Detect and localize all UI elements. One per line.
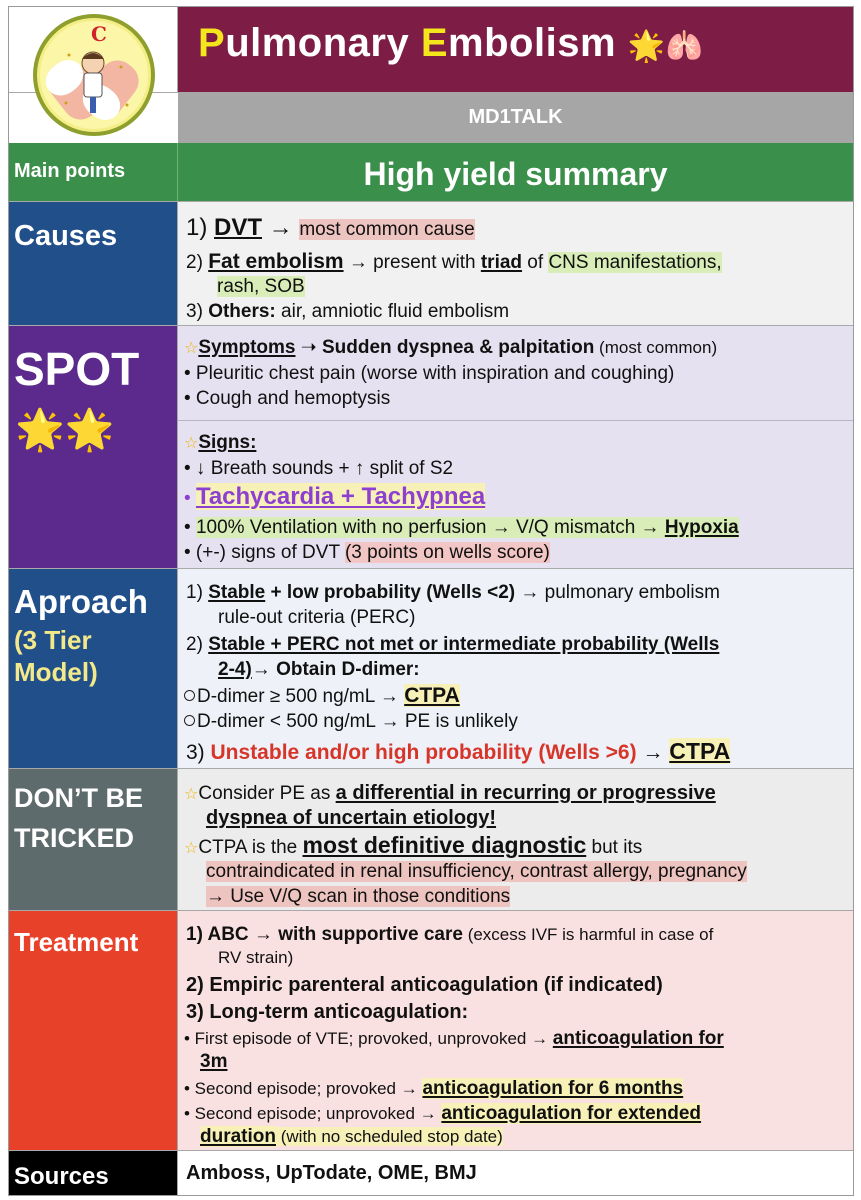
svg-text:C: C <box>91 22 107 46</box>
sources-content <box>178 1151 853 1196</box>
treatment-first-episode: • First episode of VTE; provoked, unprovoked → anticoagulation for <box>184 1028 724 1049</box>
column-header-left <box>9 143 178 201</box>
star-icon: ☆ <box>184 840 199 857</box>
tricked-content <box>178 769 853 910</box>
approach-sublabel-2: Model) <box>14 657 98 687</box>
treatment-second-provoked: • Second episode; provoked → anticoagulation for 6 months <box>184 1078 684 1099</box>
main-points-heading: Main points <box>14 160 126 182</box>
treatment-3: 3) Long-term anticoagulation: <box>186 1001 469 1023</box>
title-banner <box>178 7 853 92</box>
tricked-2: ☆CTPA is the most definitive diagnostic but its <box>184 833 642 861</box>
tricked-1-cont: dyspnea of uncertain etiology! <box>206 807 497 829</box>
summary-heading: High yield summary <box>363 156 668 192</box>
approach-label: Aproach <box>14 583 148 620</box>
star-icon: 🌟🌟 <box>15 408 115 452</box>
symptom-cough: • Cough and hemoptysis <box>184 388 391 409</box>
treatment-second-unprovoked-cont: duration (with no scheduled stop date) <box>200 1126 503 1147</box>
treatment-first-episode-cont: 3m <box>200 1051 228 1072</box>
title-emoji: 🌟🫁 <box>627 30 704 63</box>
treatment-second-unprovoked: • Second episode; unprovoked → anticoagulation for extended <box>184 1103 702 1124</box>
tier-2: 2) Stable + PERC not met or intermediate probability (Wells <box>186 634 720 655</box>
cause-2: 2) Fat embolism → present with triad of CNS manifestations, <box>186 250 722 273</box>
causes-row <box>9 202 853 326</box>
subtitle-banner <box>178 93 853 143</box>
cause-2-cont: rash, SOB <box>217 276 305 297</box>
circle-bullet-icon <box>184 715 195 726</box>
symptoms-line: ☆Symptoms ➝ Sudden dyspnea & palpitation (most common) <box>184 336 717 361</box>
summary-sheet <box>8 6 854 1196</box>
treatment-row <box>9 911 853 1151</box>
spot-label: SPOT <box>14 343 140 395</box>
causes-content <box>178 202 853 325</box>
ddimer-high: D-dimer ≥ 500 ng/mL → CTPA <box>184 684 460 709</box>
tier-1: 1) Stable + low probability (Wells <2) → pulmonary embolism <box>186 582 720 603</box>
tricked-label-cell <box>9 769 178 910</box>
symptom-pleuritic: • Pleuritic chest pain (worse with inspiration and coughing) <box>184 363 675 384</box>
approach-sublabel: (3 Tier <box>14 625 92 655</box>
tricked-2-cont: contraindicated in renal insufficiency, contrast allergy, pregnancy <box>206 861 747 882</box>
sign-dvt: • (+-) signs of DVT (3 points on wells score) <box>184 542 550 563</box>
approach-content <box>178 569 853 768</box>
star-icon: ☆ <box>184 435 199 452</box>
tier-3: 3) Unstable and/or high probability (Wells >6) → CTPA <box>186 738 731 764</box>
sources-label: Sources <box>14 1163 109 1190</box>
tricked-row <box>9 769 853 911</box>
tier-1-cont: rule-out criteria (PERC) <box>218 607 416 628</box>
cause-3: 3) Others: air, amniotic fluid embolism <box>186 301 510 322</box>
treatment-2: 2) Empiric parenteral anticoagulation (if indicated) <box>186 974 663 996</box>
signs-heading: ☆Signs: <box>184 431 256 456</box>
ddimer-low: D-dimer < 500 ng/mL → PE is unlikely <box>184 710 518 734</box>
sign-tachy: • Tachycardia + Tachypnea <box>184 483 486 510</box>
spot-divider <box>178 420 853 421</box>
title-row <box>9 7 853 93</box>
spot-row <box>9 326 853 569</box>
spot-content <box>178 326 853 568</box>
tricked-label-2: TRICKED <box>14 823 134 853</box>
column-header-right <box>178 143 853 201</box>
cause-1: 1) DVT → most common cause <box>186 214 475 241</box>
causes-label-cell <box>9 202 178 325</box>
sign-breath: • ↓ Breath sounds + ↑ split of S2 <box>184 458 454 479</box>
sources-label-cell <box>9 1151 178 1196</box>
approach-label-cell <box>9 569 178 768</box>
star-icon: ☆ <box>184 340 199 357</box>
star-icon: ☆ <box>184 786 199 803</box>
tricked-1: ☆Consider PE as a differential in recurring or progressive <box>184 781 716 807</box>
treatment-1-cont: RV strain) <box>218 948 294 967</box>
treatment-content <box>178 911 853 1150</box>
approach-row <box>9 569 853 769</box>
logo-cell <box>9 7 178 92</box>
sign-vq: • 100% Ventilation with no perfusion → V/Q mismatch → Hypoxia <box>184 517 739 538</box>
treatment-1: 1) ABC → with supportive care (excess IVF is harmful in case of <box>186 924 714 945</box>
column-header-row <box>9 143 853 202</box>
tricked-2-cont-2: → Use V/Q scan in those conditions <box>206 886 511 907</box>
subtitle-row <box>9 93 853 143</box>
causes-label: Causes <box>14 220 118 252</box>
tier-2-cont: 2-4)→ Obtain D-dimer: <box>218 659 420 680</box>
treatment-label-cell <box>9 911 178 1150</box>
sources-row <box>9 1151 853 1196</box>
circle-bullet-icon <box>184 690 195 701</box>
treatment-label: Treatment <box>14 927 139 957</box>
sources-text: Amboss, UpTodate, OME, BMJ <box>186 1162 477 1184</box>
subtitle: MD1TALK <box>468 106 563 128</box>
page-title: Pulmonary Embolism 🌟🫁 <box>198 21 704 65</box>
spot-label-cell <box>9 326 178 568</box>
tricked-label: DON’T BE <box>14 783 144 813</box>
